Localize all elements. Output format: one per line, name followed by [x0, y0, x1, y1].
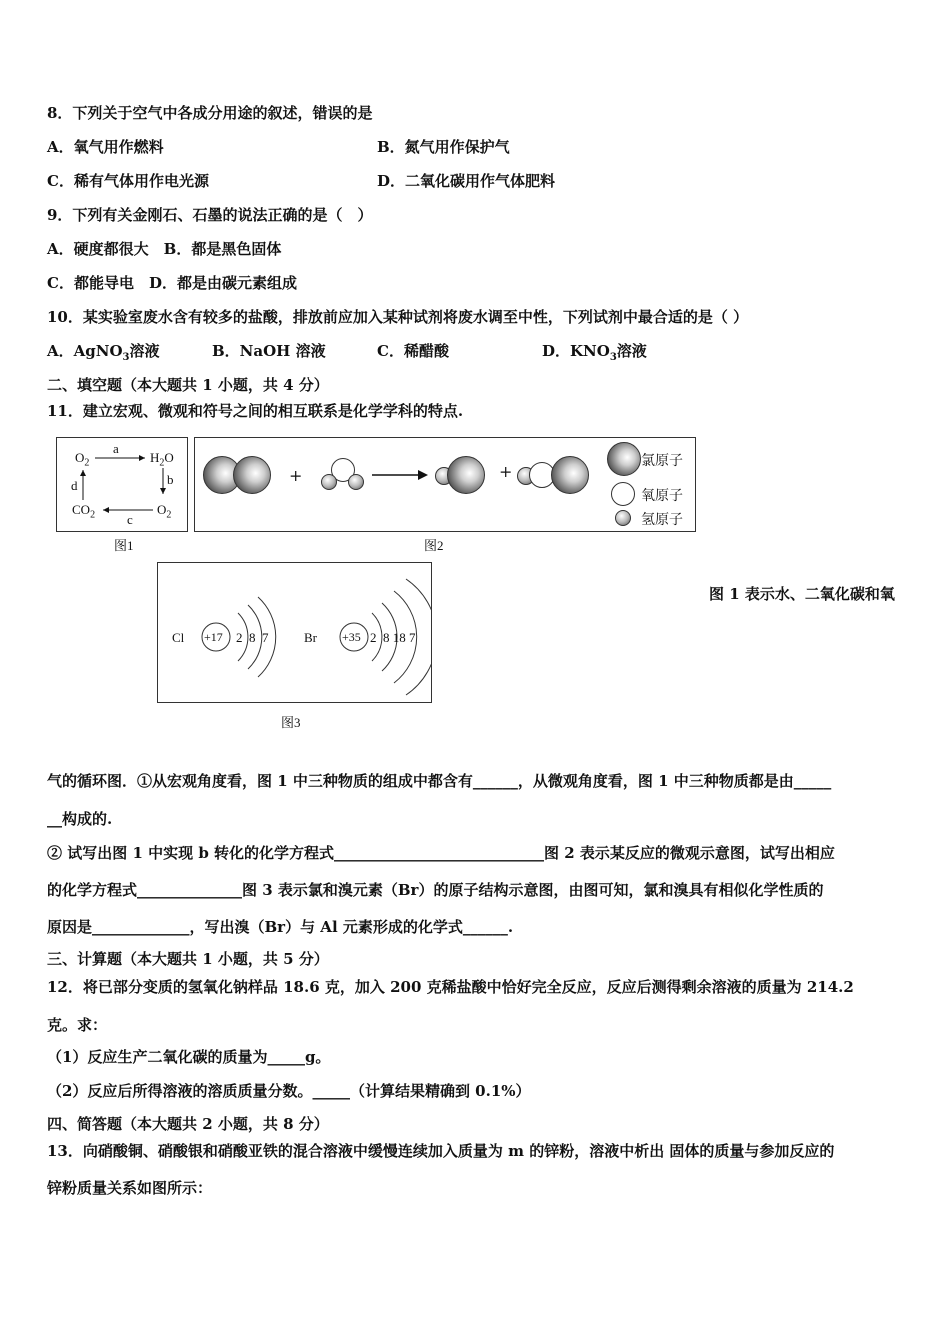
figure-1	[56, 437, 188, 532]
legend-hydrogen-icon	[615, 510, 631, 526]
q11-side-text: 图 1 表示水、二氧化碳和氧	[709, 585, 895, 603]
q12-stem-line-2: 克。求：	[47, 1016, 108, 1034]
q9-stem: 9．下列有关金刚石、石墨的说法正确的是（ ）	[47, 206, 373, 224]
section-3-heading: 三、计算题（本大题共 1 小题，共 5 分）	[47, 950, 329, 968]
br-nucleus-charge: +35	[342, 630, 361, 644]
q11-paragraph-3: ② 试写出图 1 中实现 b 转化的化学方程式____________________________图 2 表示某反应的微观示意图，试写出相应	[47, 844, 835, 862]
legend-hydrogen-label: 氢原子	[641, 513, 683, 528]
section-4-heading: 四、简答题（本大题共 2 小题，共 8 分）	[47, 1115, 329, 1133]
o2-top-label: $O_2$	[75, 450, 90, 469]
chlorine-atom	[447, 456, 485, 494]
q10-option-a: A．AgNO$_3$溶液	[47, 342, 160, 363]
q11-stem: 11．建立宏观、微观和符号之间的相互联系是化学学科的特点.	[47, 402, 464, 420]
q11-paragraph-1: 气的循环图．①从宏观角度看，图 1 中三种物质的组成中都含有______，从微观角度看，图 1 中三种物质都是由_____	[47, 772, 832, 790]
q8-option-d: D．二氧化碳用作气体肥料	[377, 172, 556, 190]
plus-sign: +	[289, 466, 303, 485]
o2-bottom-label: $O_2$	[157, 502, 172, 521]
chlorine-atom	[551, 456, 589, 494]
legend-oxygen-label: 氧原子	[641, 489, 683, 504]
hydrogen-atom	[348, 474, 364, 490]
figure-3	[157, 562, 432, 703]
legend-chlorine-icon	[607, 442, 641, 476]
q13-stem-line-1: 13．向硝酸铜、硝酸银和硝酸亚铁的混合溶液中缓慢连续加入质量为 m 的锌粉，溶液中析出 固体的质量与参加反应的	[47, 1142, 835, 1160]
q11-paragraph-4: 的化学方程式______________图 3 表示氯和溴元素（Br）的原子结构示意图，由图可知，氯和溴具有相似化学性质的	[47, 881, 824, 899]
q8-option-b: B．氮气用作保护气	[377, 138, 510, 156]
cl-nucleus-charge: +17	[204, 630, 223, 644]
q11-paragraph-5: 原因是_____________，写出溴（Br）与 Al 元素形成的化学式______.	[47, 918, 514, 936]
q8-option-c: C．稀有气体用作电光源	[47, 172, 209, 190]
arrow-label-a: a	[113, 441, 119, 456]
q10-option-c: C．稀醋酸	[377, 342, 449, 360]
hydrogen-atom	[321, 474, 337, 490]
figure-2-caption: 图2	[424, 538, 444, 553]
q10-option-b: B．NaOH 溶液	[212, 342, 326, 360]
plus-sign: +	[499, 462, 513, 481]
co2-label: $CO_2$	[72, 502, 96, 521]
arrow-label-c: c	[127, 512, 133, 527]
q8-option-a: A．氧气用作燃料	[47, 138, 164, 156]
q10-option-d: D．$KNO_3$溶液	[542, 342, 647, 363]
q13-stem-line-2: 锌粉质量关系如图所示：	[47, 1179, 213, 1197]
q8-stem: 8．下列关于空气中各成分用途的叙述，错误的是	[47, 104, 373, 122]
legend-oxygen-icon	[611, 482, 635, 506]
q12-stem-line-1: 12．将已部分变质的氢氧化钠样品 18.6 克，加入 200 克稀盐酸中恰好完全反应，反应后测得剩余溶液的质量为 214.2	[47, 978, 854, 996]
q9-options-cd: C．都能导电 D．都是由碳元素组成	[47, 274, 297, 292]
cl-symbol: Cl	[172, 630, 185, 645]
figure-1-caption: 图1	[114, 538, 134, 553]
h2o-label: $H_2O$	[150, 450, 174, 469]
br-shell-electrons: 2 8 18 7	[370, 630, 416, 645]
q11-paragraph-2: __构成的.	[47, 810, 113, 828]
figure-2	[194, 437, 696, 532]
q12-subquestion-1: （1）反应生产二氧化碳的质量为_____g。	[47, 1048, 331, 1066]
section-2-heading: 二、填空题（本大题共 1 小题，共 4 分）	[47, 376, 329, 394]
arrow-label-b: b	[167, 472, 174, 487]
br-symbol: Br	[304, 630, 317, 645]
reaction-arrow	[370, 468, 430, 482]
figure-3-caption: 图3	[281, 715, 301, 730]
cl-shell-electrons: 2 8 7	[236, 630, 269, 645]
q9-options-ab: A．硬度都很大 B．都是黑色固体	[47, 240, 282, 258]
q12-subquestion-2: （2）反应后所得溶液的溶质质量分数。_____（计算结果精确到 0.1%）	[47, 1082, 531, 1100]
arrow-label-d: d	[71, 478, 78, 493]
chlorine-atom	[233, 456, 271, 494]
q10-stem: 10．某实验室废水含有较多的盐酸，排放前应加入某种试剂将废水调至中性，下列试剂中最合适的是（ ）	[47, 308, 749, 326]
legend-chlorine-label: 氯原子	[641, 454, 683, 469]
